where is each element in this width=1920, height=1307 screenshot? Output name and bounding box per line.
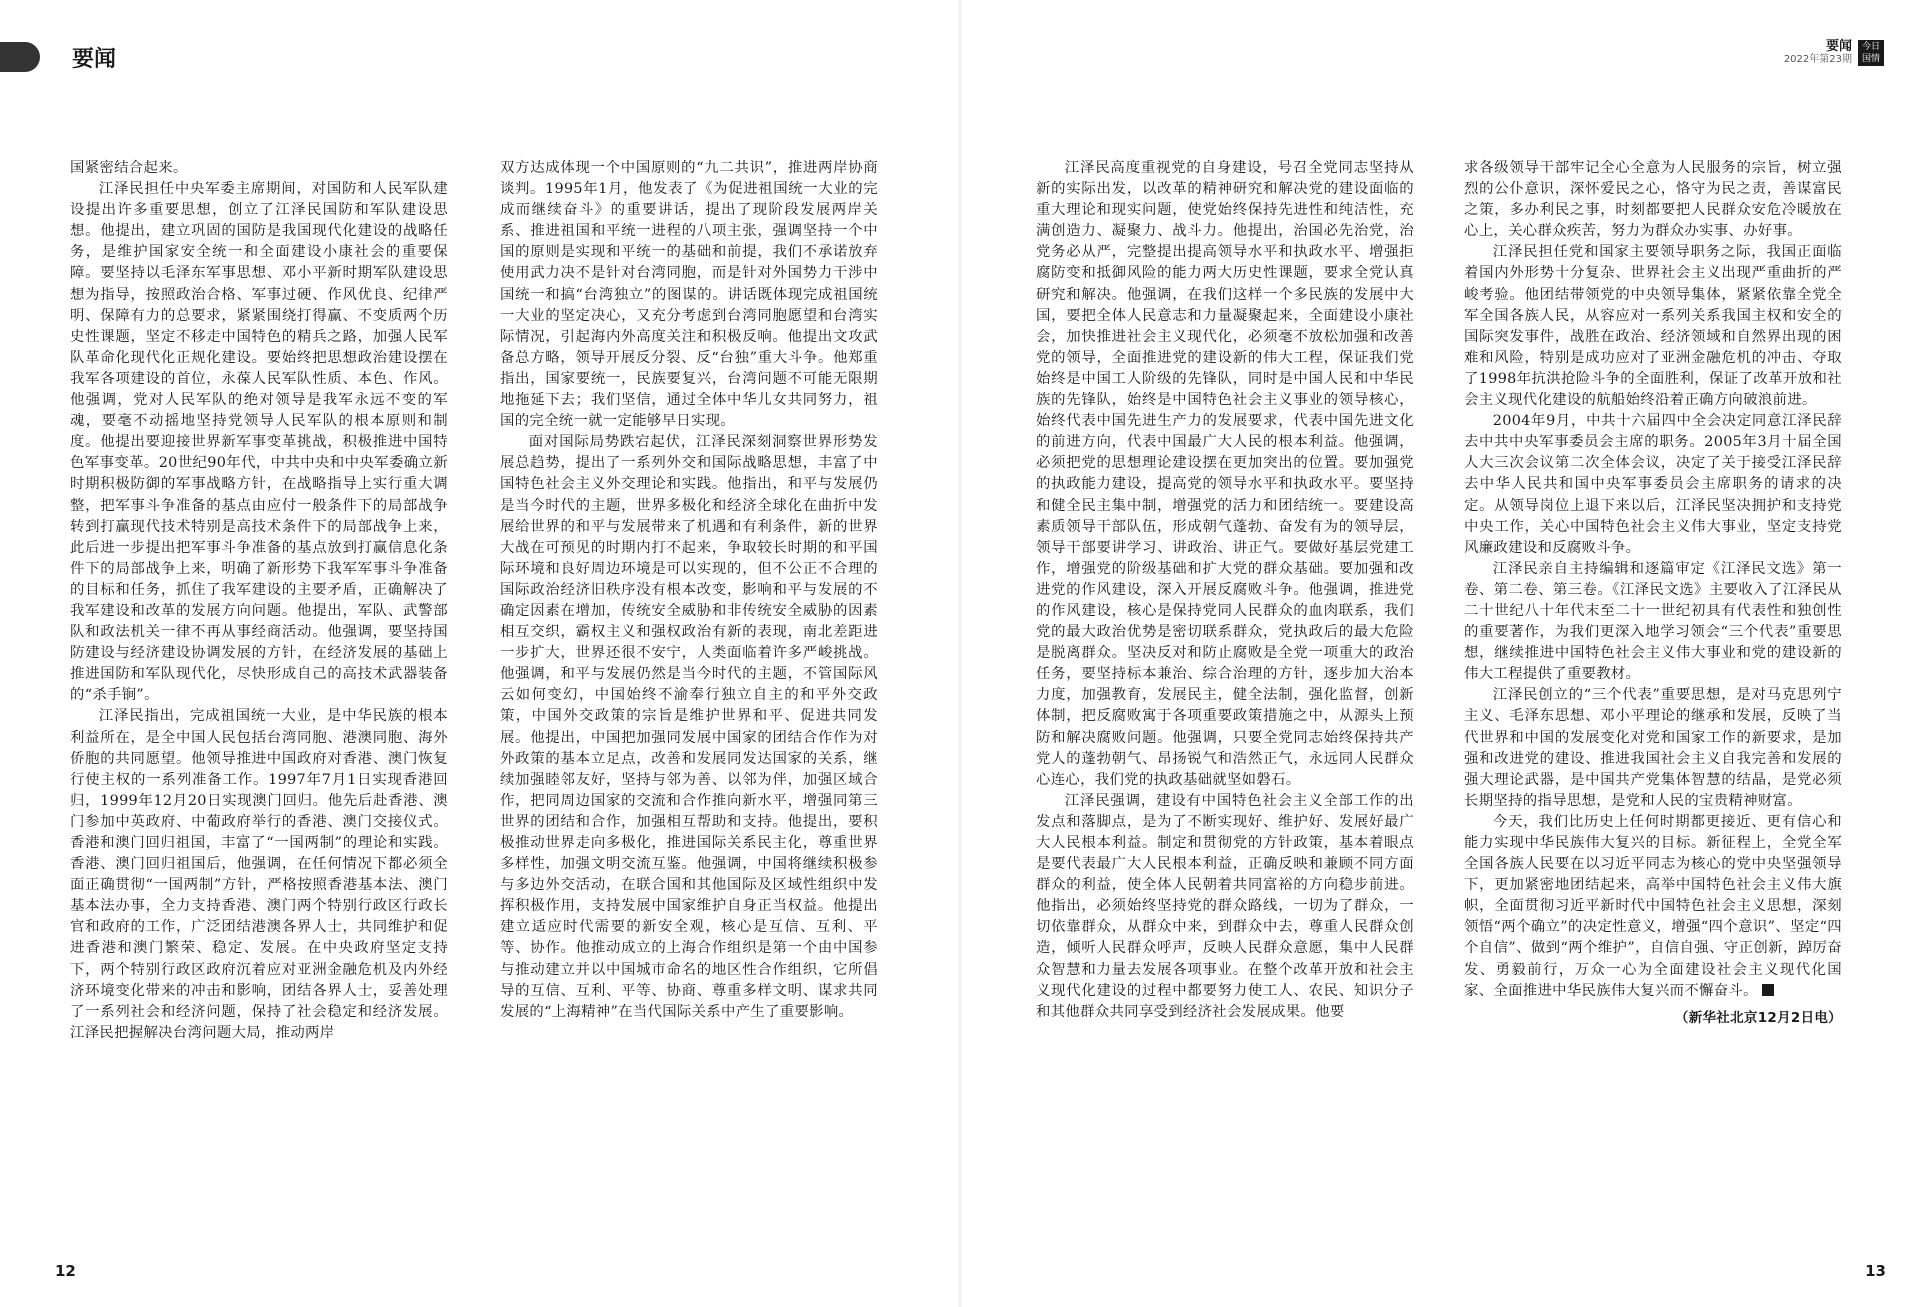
page-number-left: 12	[55, 1262, 76, 1280]
paragraph	[1464, 685, 1842, 812]
header-issue: 2022年第23期	[1783, 54, 1852, 66]
paragraph-text: 2004年9月，中共十六届四中全会决定同意江泽民辞去中共中央军事委员会主席的职务。2005年3月十届全国人大三次会议第二次全体会议，决定了关于接受江泽民辞去中华人民共和国中央军事委员会主席职务的请求的决定。从领导岗位上退下来以后，江泽民坚决拥护和支持党中央工作，关心中国特色社会主义伟大事业，坚定支持党风廉政建设和反腐败斗争。	[1464, 413, 1842, 556]
paragraph-text: 江泽民高度重视党的自身建设，号召全党同志坚持从新的实际出发，以改革的精神研究和解决党的建设面临的重大理论和现实问题，使党始终保持先进性和纯洁性，充满创造力、凝聚力、战斗力。他提出，治国必先治党，治党务必从严，完整提出提高领导水平和执政水平、增强拒腐防变和抵御风险的能力两大历史性课题，要求全党认真研究和解决。他强调，在我们这样一个多民族的发展中大国，要把全体人民意志和力量凝聚起来，全面建设小康社会，加快推进社会主义现代化，必须毫不放松加强和改善党的领导，全面推进党的建设新的伟大工程，保证我们党始终是中国工人阶级的先锋队，同时是中国人民和中华民族的先锋队，始终是中国特色社会主义事业的领导核心，始终代表中国先进生产力的发展要求，代表中国先进文化的前进方向，代表中国最广大人民的根本利益。他强调，必须把党的思想理论建设摆在更加突出的位置。要加强党的执政能力建设，提高党的领导水平和执政水平。要坚持和健全民主集中制，增强党的活力和团结统一。要建设高素质领导干部队伍，形成朝气蓬勃、奋发有为的领导层，领导干部要讲学习、讲政治、讲正气。要做好基层党建工作，增强党的阶级基础和扩大党的群众基础。要加强和改进党的作风建设，深入开展反腐败斗争。他强调，推进党的作风建设，核心是保持党同人民群众的血肉联系，我们党的最大政治优势是密切联系群众，党执政后的最大危险是脱离群众。坚决反对和防止腐败是全党一项重大的政治任务，要坚持标本兼治、综合治理的方针，逐步加大治本力度，加强教育，发展民主，健全法制，强化监督，创新体制，把反腐败寓于各项重要政策措施之中，从源头上预防和解决腐败问题。他强调，只要全党同志始终保持共产党人的蓬勃朝气、昂扬锐气和浩然正气，永远同人民群众心连心，我们党的执政基础就坚如磐石。	[1036, 160, 1414, 788]
text-column-3	[1036, 158, 1414, 1023]
paragraph-text: 面对国际局势跌宕起伏，江泽民深刻洞察世界形势发展总趋势，提出了一系列外交和国际战略思想，丰富了中国特色社会主义外交理论和实践。他指出，和平与发展仍是当今时代的主题，世界多极化和经济全球化在曲折中发展给世界的和平与发展带来了机遇和有利条件，新的世界大战在可预见的时期内打不起来，争取较长时期的和平国际环境和良好周边环境是可以实现的，但不公正不合理的国际政治经济旧秩序没有根本改变，影响和平与发展的不确定因素在增加，传统安全威胁和非传统安全威胁的因素相互交织，霸权主义和强权政治有新的表现，南北差距进一步扩大，世界还很不安宁，人类面临着许多严峻挑战。他强调，和平与发展仍然是当今时代的主题，不管国际风云如何变幻，中国始终不渝奉行独立自主的和平外交政策，中国外交政策的宗旨是维护世界和平、促进共同发展。他提出，中国把加强同发展中国家的团结合作作为对外政策的基本立足点，改善和发展同发达国家的关系，继续加强睦邻友好，坚持与邻为善、以邻为伴，加强区域合作，把同周边国家的交流和合作推向新水平，增强同第三世界的团结和合作，加强相互帮助和支持。他提出，要积极推动世界走向多极化，推进国际关系民主化，尊重世界多样性，加强文明交流互鉴。他强调，中国将继续积极参与多边外交活动，在联合国和其他国际及区域性组织中发挥积极作用，支持发展中国家维护自身正当权益。他提出建立适应时代需要的新安全观，核心是互信、互利、平等、协作。他推动成立的上海合作组织是第一个由中国参与推动建立并以中国城市命名的地区性合作组织，它所倡导的互信、互利、平等、协商、尊重多样文明、谋求共同发展的“上海精神”在当代国际关系中产生了重要影响。	[500, 434, 878, 1020]
paragraph-text: 今天，我们比历史上任何时期都更接近、更有信心和能力实现中华民族伟大复兴的目标。新征程上，全党全军全国各族人民要在以习近平同志为核心的党中央坚强领导下，更加紧密地团结起来，高举中国特色社会主义伟大旗帜，全面贯彻习近平新时代中国特色社会主义思想，深刻领悟“两个确立”的决定性意义，增强“四个意识”、坚定“四个自信”、做到“两个维护”，自信自强、守正创新，踔厉奋发、勇毅前行，万众一心为全面建设社会主义现代化国家、全面推进中华民族伟大复兴而不懈奋斗。	[1464, 813, 1842, 999]
paragraph-text: 双方达成体现一个中国原则的“九二共识”，推进两岸协商谈判。1995年1月，他发表了《为促进祖国统一大业的完成而继续奋斗》的重要讲话，提出了现阶段发展两岸关系、推进祖国和平统一进程的八项主张，强调坚持一个中国的原则是实现和平统一的基础和前提，我们不承诺放弃使用武力决不是针对台湾同胞，而是针对外国势力干涉中国统一和搞“台湾独立”的图谋的。讲话既体现完成祖国统一大业的坚定决心，又充分考虑到台湾同胞愿望和台湾实际情况，引起海内外高度关注和积极反响。他提出文攻武备总方略，领导开展反分裂、反“台独”重大斗争。他郑重指出，国家要统一，民族要复兴，台湾问题不可能无限期地拖延下去；我们坚信，通过全体中华儿女共同努力，祖国的完全统一就一定能够早日实现。	[500, 160, 878, 430]
paragraph-text: 江泽民创立的“三个代表”重要思想，是对马克思列宁主义、毛泽东思想、邓小平理论的继承和发展，反映了当代世界和中国的发展变化对党和国家工作的新要求，是加强和改进党的建设、推进我国社会主义自我完善和发展的强大理论武器，是中国共产党集体智慧的结晶，是党必须长期坚持的指导思想，是党和人民的宝贵精神财富。	[1464, 687, 1842, 809]
paragraph-text: 江泽民担任党和国家主要领导职务之际，我国正面临着国内外形势十分复杂、世界社会主义出现严重曲折的严峻考验。他团结带领党的中央领导集体，紧紧依靠全党全军全国各族人民，从容应对一系列关系我国主权和安全的国际突发事件，战胜在政治、经济领域和自然界出现的困难和风险，特别是成功应对了亚洲金融危机的冲击、夺取了1998年抗洪抢险斗争的全面胜利，保证了改革开放和社会主义现代化建设的航船始终沿着正确方向破浪前进。	[1464, 244, 1842, 409]
paragraph	[500, 432, 878, 1023]
paragraph	[70, 706, 448, 1044]
paragraph	[500, 158, 878, 432]
paragraph	[1036, 158, 1414, 791]
news-agency-dateline: （新华社北京12月2日电）	[1674, 1009, 1842, 1026]
paragraph	[1464, 158, 1842, 242]
text-column-1	[70, 158, 448, 1044]
right-page	[960, 0, 1920, 1307]
column-4-paragraphs	[1464, 158, 1842, 1002]
paragraph	[1464, 812, 1842, 1002]
end-of-article-mark	[1762, 984, 1774, 996]
section-tab-marker	[0, 42, 40, 72]
paragraph-text: 江泽民强调，建设有中国特色社会主义全部工作的出发点和落脚点，是为了不断实现好、维护好、发展好最广大人民根本利益。制定和贯彻党的方针政策，基本着眼点是要代表最广大人民根本利益，正确反映和兼顾不同方面群众的利益，使全体人民朝着共同富裕的方向稳步前进。他指出，必须始终坚持党的群众路线，一切为了群众，一切依靠群众，从群众中来，到群众中去，尊重人民群众创造，倾听人民群众呼声，反映人民群众意愿，集中人民群众智慧和力量去发展各项事业。在整个改革开放和社会主义现代化建设的过程中都要努力使工人、农民、知识分子和其他群众共同享受到经济社会发展成果。他要	[1036, 792, 1414, 1020]
page-number-right: 13	[1865, 1262, 1886, 1280]
paragraph-text: 国紧密结合起来。	[70, 160, 188, 176]
text-column-2	[500, 158, 878, 1023]
paragraph-text: 江泽民担任中央军委主席期间，对国防和人民军队建设提出许多重要思想，创立了江泽民国防和军队建设思想。他提出，建立巩固的国防是我国现代化建设的战略任务，是维护国家安全统一和全面建设小康社会的重要保障。要坚持以毛泽东军事思想、邓小平新时期军队建设思想为指导，按照政治合格、军事过硬、作风优良、纪律严明、保障有力的总要求，紧紧围绕打得赢、不变质两个历史性课题，坚定不移走中国特色的精兵之路，加强人民军队革命化现代化正规化建设。要始终把思想政治建设摆在我军各项建设的首位，永葆人民军队性质、本色、作风。他强调，党对人民军队的绝对领导是我军永远不变的军魂，要毫不动摇地坚持党领导人民军队的根本原则和制度。他提出要迎接世界新军事变革挑战，积极推进中国特色军事变革。20世纪90年代，中共中央和中央军委确立新时期积极防御的军事战略方针，在战略指导上实行重大调整，把军事斗争准备的基点由应付一般条件下的局部战争转到打赢现代技术特别是高技术条件下的局部战争上来，此后进一步提出把军事斗争准备的基点放到打赢信息化条件下的局部战争上来，明确了新形势下我军军事斗争准备的目标和任务，抓住了我军建设的主要矛盾，正确解决了我军建设和改革的发展方向问题。他提出，军队、武警部队和政法机关一律不再从事经商活动。他强调，要坚持国防建设与经济建设协调发展的方针，在经济发展的基础上推进国防和军队现代化，尽快形成自己的高技术武器装备的“杀手锏”。	[70, 181, 448, 704]
paragraph	[1464, 411, 1842, 559]
paragraph	[1036, 791, 1414, 1023]
paragraph	[1464, 242, 1842, 411]
paragraph	[70, 179, 448, 706]
header-title: 要闻	[1825, 39, 1852, 54]
section-title: 要闻	[72, 47, 117, 72]
paragraph-text: 江泽民指出，完成祖国统一大业，是中华民族的根本利益所在，是全中国人民包括台湾同胞、港澳同胞、海外侨胞的共同愿望。他领导推进中国政府对香港、澳门恢复行使主权的一系列准备工作。1997年7月1日实现香港回归，1999年12月20日实现澳门回归。他先后赴香港、澳门参加中英政府、中葡政府举行的香港、澳门交接仪式。香港和澳门回归祖国，丰富了“一国两制”的理论和实践。香港、澳门回归祖国后，他强调，在任何情况下都必须全面正确贯彻“一国两制”方针，严格按照香港基本法、澳门基本法办事，全力支持香港、澳门两个特别行政区行政长官和政府的工作，广泛团结港澳各界人士，共同维护和促进香港和澳门繁荣、稳定、发展。在中央政府坚定支持下，两个特别行政区政府沉着应对亚洲金融危机及内外经济环境变化带来的冲击和影响，团结各界人士，妥善处理了一系列社会和经济问题，保持了社会稳定和经济发展。江泽民把握解决台湾问题大局，推动两岸	[70, 708, 448, 1041]
paragraph	[1464, 559, 1842, 686]
paragraph	[70, 158, 448, 179]
magazine-logo: 今日 国情	[1858, 40, 1884, 66]
paragraph-text: 求各级领导干部牢记全心全意为人民服务的宗旨，树立强烈的公仆意识，深怀爱民之心，恪守为民之责，善谋富民之策，多办利民之事，时刻都要把人民群众安危冷暖放在心上，关心群众疾苦，努力为群众办实事、办好事。	[1464, 160, 1842, 240]
running-header	[1784, 40, 1884, 66]
text-column-4	[1464, 158, 1842, 1029]
paragraph-text: 江泽民亲自主持编辑和逐篇审定《江泽民文选》第一卷、第二卷、第三卷。《江泽民文选》主要收入了江泽民从二十世纪八十年代末至二十一世纪初具有代表性和独创性的重要著作，为我们更深入地学习领会“三个代表”重要思想，继续推进中国特色社会主义伟大事业和党的建设新的伟大工程提供了重要教材。	[1464, 560, 1842, 683]
